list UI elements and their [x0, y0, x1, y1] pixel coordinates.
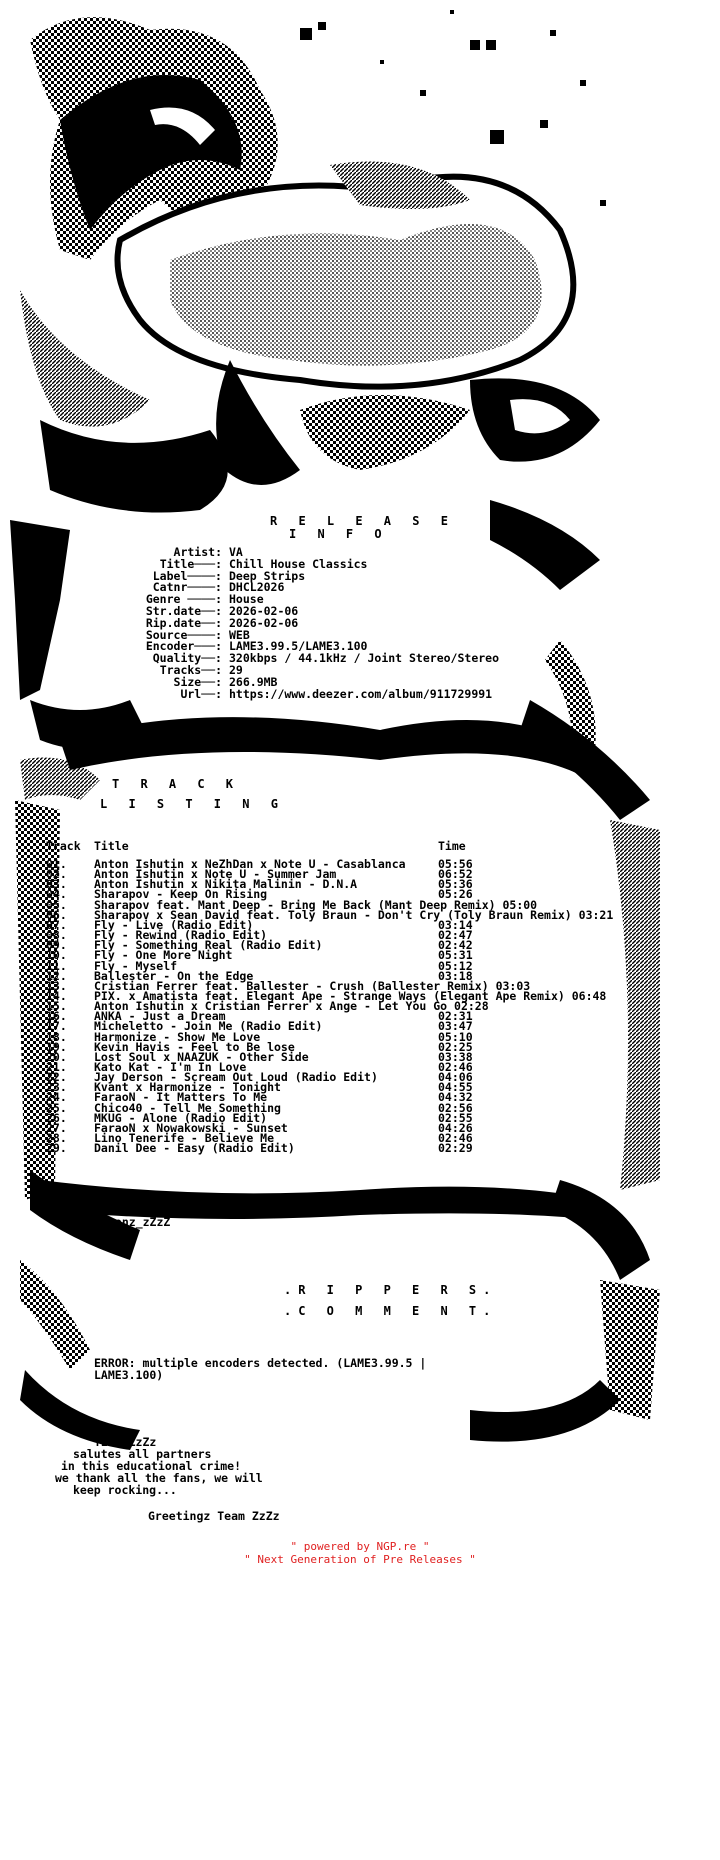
ascii-credit-line2: gonz_zZzZ — [108, 1215, 171, 1229]
track-title: Ballester - On the Edge — [94, 968, 254, 983]
track-number: 17. — [46, 1019, 67, 1034]
track-number: 15. — [46, 999, 67, 1014]
track-title: Harmonize - Show Me Love — [94, 1029, 261, 1044]
info-value: LAME3.99.5/LAME3.100 — [229, 639, 368, 654]
info-label: Label────: — [152, 568, 222, 583]
track-number: 28. — [46, 1131, 67, 1146]
track-number: 10. — [46, 948, 67, 963]
track-time: 02:29 — [438, 1141, 473, 1156]
track-number: 11. — [46, 958, 67, 973]
track-time: 03:18 — [438, 968, 473, 983]
team-line1: TEAM ZzZz — [94, 1435, 157, 1449]
greeting: Greetingz Team ZzZz — [148, 1509, 280, 1523]
column-header-time: Time — [438, 839, 466, 853]
track-time: 02:47 — [438, 928, 473, 943]
track-time: 05:26 — [438, 887, 473, 902]
track-title: Danil Dee - Easy (Radio Edit) — [94, 1141, 295, 1156]
track-title: Chico40 - Tell Me Something — [94, 1100, 281, 1115]
info-label: Catnr────: — [152, 580, 222, 595]
track-title: Anton Ishutin x Note U - Summer Jam — [94, 867, 337, 882]
track-time: 02:42 — [438, 938, 473, 953]
track-number: 18. — [46, 1029, 67, 1044]
track-title: Fly - Myself — [94, 958, 178, 973]
track-title: Lost Soul x NAAZUK - Other Side — [94, 1049, 309, 1064]
rippers-comment-line1: ERROR: multiple encoders detected. (LAME3.99.5 | — [94, 1356, 427, 1370]
track-time: 05:36 — [438, 877, 473, 892]
track-time: 02:31 — [438, 1009, 473, 1024]
track-time: 02:25 — [438, 1039, 473, 1054]
track-number: 13. — [46, 978, 67, 993]
track-title: Fly - One More Night — [94, 948, 233, 963]
track-number: 07. — [46, 917, 67, 932]
info-label: Quality──: — [152, 651, 222, 666]
info-value: DHCL2026 — [229, 580, 285, 595]
column-header-track: Track — [46, 839, 81, 853]
track-title: PIX. x Amatista feat. Elegant Ape - Strange Ways (Elegant Ape Remix) 06:48 — [94, 988, 607, 1003]
track-number: 01. — [46, 857, 67, 871]
track-number: 14. — [46, 988, 67, 1003]
track-time: 02:46 — [438, 1060, 473, 1074]
info-label: Encoder───: — [145, 639, 222, 654]
track-title: Anton Ishutin x NeZhDan x Note U - Casablanca — [94, 857, 406, 871]
track-title: Sharapov - Keep On Rising — [94, 887, 268, 902]
track-time: 06:52 — [438, 867, 473, 882]
track-time: 03:47 — [438, 1019, 473, 1034]
track-number: 21. — [46, 1060, 67, 1074]
info-value: Chill House Classics — [229, 556, 368, 571]
track-title: ANKA - Just a Dream — [94, 1009, 226, 1024]
track-title: FaraoN x Nowakowski - Sunset — [94, 1120, 288, 1135]
info-label: Tracks──: — [159, 663, 222, 677]
track-title: MKUG - Alone (Radio Edit) — [94, 1110, 268, 1125]
track-number: 05. — [46, 897, 67, 912]
track-number: 25. — [46, 1100, 67, 1115]
info-value: 2026-02-06 — [229, 604, 299, 618]
track-time: 02:56 — [438, 1100, 473, 1115]
track-time: 03:38 — [438, 1049, 473, 1064]
track-title: Anton Ishutin x Cristian Ferrer x Ange - Let You Go 02:28 — [94, 999, 489, 1014]
track-title: Anton Ishutin x Nikita Malinin - D.N.A — [94, 877, 358, 892]
info-label: Str.date──: — [145, 604, 222, 618]
track-number: 04. — [46, 887, 67, 902]
footer-powered-by: " powered by NGP.re " — [290, 1540, 430, 1553]
info-value: 2026-02-06 — [229, 615, 299, 630]
track-title: FaraoN - It Matters To Me — [94, 1090, 268, 1105]
track-title: Fly - Rewind (Radio Edit) — [94, 928, 268, 943]
info-label: Size──: — [173, 674, 222, 689]
track-number: 09. — [46, 938, 67, 953]
rippers-comment-line2: LAME3.100) — [94, 1368, 164, 1382]
info-value: 29 — [229, 663, 243, 677]
track-number: 29. — [46, 1141, 67, 1156]
track-number: 06. — [46, 907, 67, 922]
track-time: 04:32 — [438, 1090, 473, 1105]
character-art — [20, 10, 606, 513]
track-time: 04:06 — [438, 1070, 473, 1085]
track-title: Lino Tenerife - Believe Me — [94, 1131, 275, 1146]
tracklist-subtitle: L I S T I N G — [100, 797, 285, 811]
info-value: https://www.deezer.com/album/911729991 — [229, 686, 493, 701]
info-label: Title───: — [159, 556, 222, 571]
track-number: 02. — [46, 867, 67, 882]
info-label: Rip.date──: — [145, 615, 222, 630]
tracklist-title: T R A C K — [112, 777, 241, 791]
info-value: House — [229, 592, 264, 607]
track-time: 05:12 — [438, 958, 473, 973]
track-number: 16. — [46, 1009, 67, 1024]
rippers-subtitle: .C O M M E N T. — [284, 1304, 498, 1318]
footer-tagline: " Next Generation of Pre Releases " — [244, 1553, 476, 1566]
track-title: Kvant x Harmonize - Tonight — [94, 1080, 281, 1095]
track-number: 20. — [46, 1049, 67, 1064]
rippers-title: .R I P P E R S. — [284, 1283, 498, 1297]
track-number: 12. — [46, 968, 67, 983]
info-label: Url──: — [180, 686, 222, 701]
track-title: Cristian Ferrer feat. Ballester - Crush (Ballester Remix) 03:03 — [94, 978, 531, 993]
track-number: 19. — [46, 1039, 67, 1054]
track-time: 04:55 — [438, 1080, 473, 1095]
team-line2: salutes all partners — [73, 1447, 212, 1461]
track-time: 05:31 — [438, 948, 473, 963]
track-number: 22. — [46, 1070, 67, 1085]
track-title: Fly - Something Real (Radio Edit) — [94, 938, 323, 953]
track-time: 02:46 — [438, 1131, 473, 1146]
info-value: Deep Strips — [229, 568, 306, 583]
track-number: 23. — [46, 1080, 67, 1095]
track-number: 24. — [46, 1090, 67, 1105]
column-header-title: Title — [94, 839, 129, 853]
track-title: Fly - Live (Radio Edit) — [94, 917, 254, 932]
team-line3: in this educational crime! — [61, 1459, 242, 1473]
right-border-art — [470, 500, 660, 1442]
info-value: 320kbps / 44.1kHz / Joint Stereo/Stereo — [229, 651, 500, 666]
track-title: Sharapov feat. Mant Deep - Bring Me Back (Mant Deep Remix) 05:00 — [94, 897, 538, 912]
info-value: 266.9MB — [229, 674, 278, 689]
ascii-credit-line1: ASCii by — [108, 1203, 164, 1217]
track-number: 27. — [46, 1120, 67, 1135]
track-title: Kevin Havis - Feel to Be lose — [94, 1039, 295, 1054]
info-value: VA — [229, 545, 243, 559]
info-label: Artist: — [173, 545, 222, 559]
track-title: Micheletto - Join Me (Radio Edit) — [94, 1019, 323, 1034]
track-time: 04:26 — [438, 1120, 473, 1135]
team-line4: we thank all the fans, we will — [55, 1471, 263, 1485]
track-time: 05:56 — [438, 857, 473, 871]
track-time: 03:14 — [438, 917, 473, 932]
release-info-title: R E L E A S E — [270, 514, 455, 528]
track-title: Kato Kat - I'm In Love — [94, 1060, 247, 1074]
track-title: Sharapov x Sean David feat. Toly Braun - Don't Cry (Toly Braun Remix) 03:21 — [94, 907, 614, 922]
track-number: 03. — [46, 877, 67, 892]
info-label: Genre ────: — [145, 592, 222, 607]
track-time: 02:55 — [438, 1110, 473, 1125]
track-number: 08. — [46, 928, 67, 943]
track-number: 26. — [46, 1110, 67, 1125]
release-info-subtitle: I N F O — [289, 527, 389, 541]
track-time: 05:10 — [438, 1029, 473, 1044]
info-label: Source────: — [145, 627, 222, 642]
team-line5: keep rocking... — [73, 1483, 177, 1497]
info-value: WEB — [229, 627, 250, 642]
track-title: Jay Derson - Scream Out Loud (Radio Edit) — [94, 1070, 378, 1085]
